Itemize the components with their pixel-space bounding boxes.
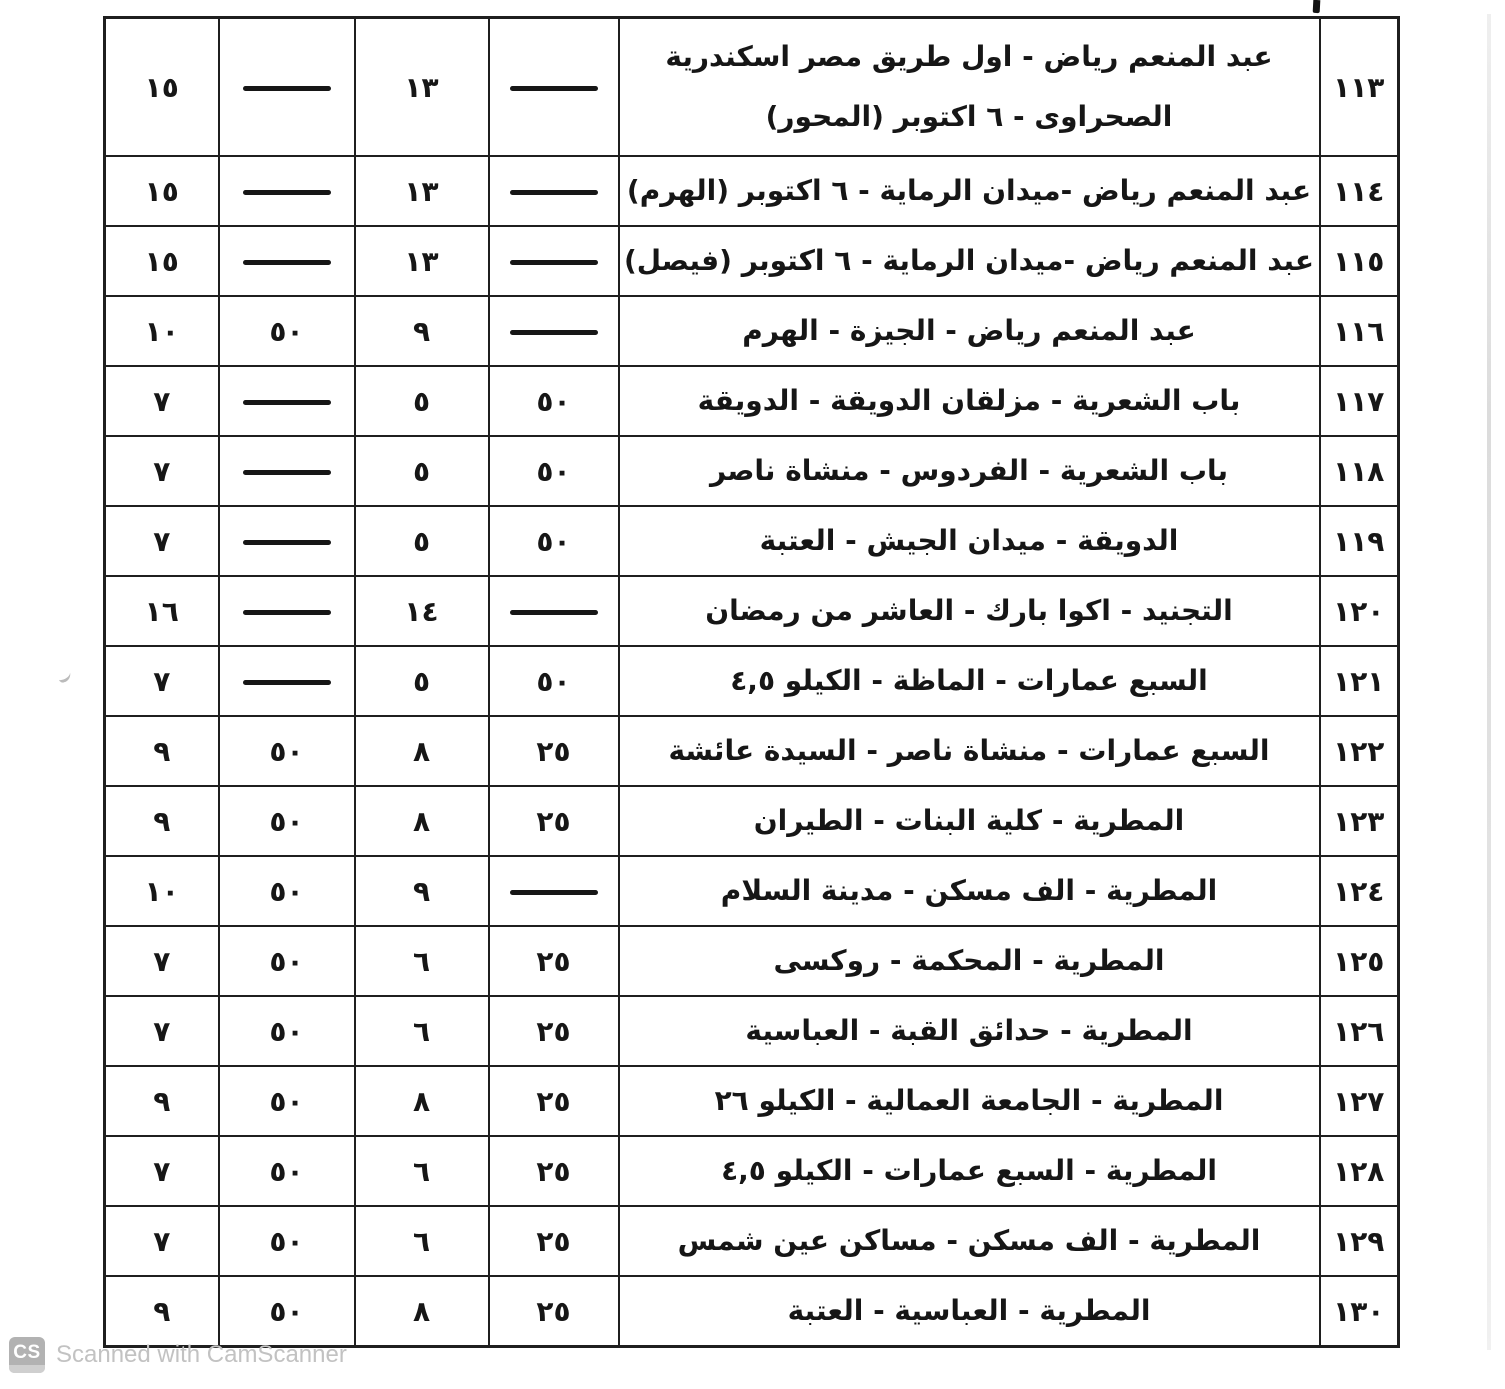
- route-number-cell: ١٢٦: [1320, 996, 1399, 1066]
- fare-cell: ١٥: [105, 226, 219, 296]
- fare-cell: ١٣: [355, 18, 489, 157]
- fare-cell: ٥٠: [219, 786, 355, 856]
- route-name-cell: الدويقة - ميدان الجيش - العتبة: [619, 506, 1320, 576]
- fare-cell: ٦: [355, 1136, 489, 1206]
- fare-dash-line: [243, 680, 331, 685]
- fare-cell: ١٥: [105, 156, 219, 226]
- fare-cell: ٧: [105, 506, 219, 576]
- route-number-cell: ١١٨: [1320, 436, 1399, 506]
- fare-cell: ٢٥: [489, 996, 619, 1066]
- route-name-cell: المطرية - الجامعة العمالية - الكيلو ٢٦: [619, 1066, 1320, 1136]
- fare-cell: ١٣: [355, 226, 489, 296]
- fare-cell: [219, 506, 355, 576]
- fare-cell: ٩: [105, 1276, 219, 1347]
- fare-cell: ١٥: [105, 18, 219, 157]
- fare-cell: ٥: [355, 646, 489, 716]
- fare-cell: [219, 576, 355, 646]
- fare-cell: [219, 646, 355, 716]
- fare-cell: ٥: [355, 506, 489, 576]
- fare-cell: ٥٠: [219, 1276, 355, 1347]
- route-number-cell: ١٢٨: [1320, 1136, 1399, 1206]
- scan-artifact-top-tick: [1313, 0, 1321, 13]
- fare-cell: ٢٥: [489, 926, 619, 996]
- route-number-cell: ١١٤: [1320, 156, 1399, 226]
- fare-cell: ٥٠: [219, 716, 355, 786]
- fare-dash-line: [510, 86, 598, 91]
- fare-cell: ٩: [105, 716, 219, 786]
- fare-cell: ٩: [105, 1066, 219, 1136]
- fare-cell: ٨: [355, 1276, 489, 1347]
- fare-dash-line: [510, 890, 598, 895]
- route-name-cell: المطرية - السبع عمارات - الكيلو ٤,٥: [619, 1136, 1320, 1206]
- fare-dash-line: [243, 86, 331, 91]
- route-number-cell: ١٢٣: [1320, 786, 1399, 856]
- fare-cell: ٥٠: [489, 436, 619, 506]
- fare-cell: ٥٠: [219, 856, 355, 926]
- fare-dash-line: [243, 470, 331, 475]
- fare-cell: ٥٠: [219, 926, 355, 996]
- fare-cell: ٥٠: [489, 366, 619, 436]
- table-row: [105, 996, 1399, 1066]
- fare-cell: ١٤: [355, 576, 489, 646]
- camscanner-logo-text: CS: [13, 1341, 41, 1363]
- fare-dash-line: [243, 610, 331, 615]
- table-row: [105, 1136, 1399, 1206]
- route-number-cell: ١١٧: [1320, 366, 1399, 436]
- fare-cell: ١٠: [105, 296, 219, 366]
- fare-cell: ٥٠: [219, 1206, 355, 1276]
- route-number-cell: ١٢٥: [1320, 926, 1399, 996]
- camscanner-footer: [9, 1337, 347, 1373]
- route-name-cell: المطرية - حدائق القبة - العباسية: [619, 996, 1320, 1066]
- fare-cell: ٧: [105, 366, 219, 436]
- fare-cell: ٥: [355, 366, 489, 436]
- table-row: [105, 856, 1399, 926]
- fare-table-body: [105, 18, 1399, 1347]
- route-name-cell: التجنيد - اكوا بارك - العاشر من رمضان: [619, 576, 1320, 646]
- fare-cell: ٩: [355, 296, 489, 366]
- fare-cell: ٥٠: [489, 506, 619, 576]
- fare-cell: ٨: [355, 716, 489, 786]
- fare-cell: ٨: [355, 1066, 489, 1136]
- fare-cell: [219, 18, 355, 157]
- route-number-cell: ١١٦: [1320, 296, 1399, 366]
- fare-dash-line: [510, 260, 598, 265]
- fare-dash-line: [510, 330, 598, 335]
- route-name-cell: عبد المنعم رياض -ميدان الرماية - ٦ اكتوبر (الهرم): [619, 156, 1320, 226]
- fare-cell: ٦: [355, 996, 489, 1066]
- scan-edge-shadow: [1487, 14, 1491, 1350]
- route-name-cell: باب الشعرية - الفردوس - منشاة ناصر: [619, 436, 1320, 506]
- table-row: [105, 156, 1399, 226]
- fare-dash-line: [243, 400, 331, 405]
- fare-cell: ٥٠: [489, 646, 619, 716]
- fare-cell: ٨: [355, 786, 489, 856]
- scan-artifact-smudge: [56, 668, 72, 683]
- fare-cell: ٦: [355, 1206, 489, 1276]
- route-name-cell: السبع عمارات - الماظة - الكيلو ٤,٥: [619, 646, 1320, 716]
- route-name-cell: المطرية - كلية البنات - الطيران: [619, 786, 1320, 856]
- table-row: [105, 1066, 1399, 1136]
- route-name-cell: عبد المنعم رياض - الجيزة - الهرم: [619, 296, 1320, 366]
- fare-cell: ٧: [105, 996, 219, 1066]
- route-number-cell: ١٢٠: [1320, 576, 1399, 646]
- fare-cell: [489, 856, 619, 926]
- fare-cell: ١٣: [355, 156, 489, 226]
- table-row: [105, 716, 1399, 786]
- fare-cell: ٥: [355, 436, 489, 506]
- fare-cell: ٥٠: [219, 1066, 355, 1136]
- fare-cell: [219, 156, 355, 226]
- fare-cell: ٧: [105, 1136, 219, 1206]
- fare-cell: [219, 436, 355, 506]
- route-name-cell: باب الشعرية - مزلقان الدويقة - الدويقة: [619, 366, 1320, 436]
- fare-dash-line: [243, 540, 331, 545]
- table-row: [105, 226, 1399, 296]
- table-row: [105, 506, 1399, 576]
- route-number-cell: ١٢٤: [1320, 856, 1399, 926]
- fare-cell: ١٦: [105, 576, 219, 646]
- route-name-cell: المطرية - العباسية - العتبة: [619, 1276, 1320, 1347]
- route-number-cell: ١١٣: [1320, 18, 1399, 157]
- fare-cell: ٧: [105, 646, 219, 716]
- fare-cell: ٢٥: [489, 1066, 619, 1136]
- fare-cell: ٢٥: [489, 786, 619, 856]
- route-number-cell: ١٢٢: [1320, 716, 1399, 786]
- camscanner-logo-icon: [9, 1337, 45, 1373]
- table-row: [105, 646, 1399, 716]
- fare-cell: ٧: [105, 1206, 219, 1276]
- fare-cell: ٢٥: [489, 1206, 619, 1276]
- table-row: [105, 436, 1399, 506]
- fare-dash-line: [510, 610, 598, 615]
- route-name-cell: المطرية - الف مسكن - مدينة السلام: [619, 856, 1320, 926]
- fare-cell: ٥٠: [219, 1136, 355, 1206]
- fare-cell: ٢٥: [489, 716, 619, 786]
- route-name-cell: عبد المنعم رياض -ميدان الرماية - ٦ اكتوبر (فيصل): [619, 226, 1320, 296]
- table-row: [105, 1276, 1399, 1347]
- table-row: [105, 786, 1399, 856]
- fare-cell: ٥٠: [219, 296, 355, 366]
- fare-cell: [219, 366, 355, 436]
- fare-cell: [489, 296, 619, 366]
- fare-dash-line: [243, 190, 331, 195]
- route-number-cell: ١١٥: [1320, 226, 1399, 296]
- table-row: [105, 926, 1399, 996]
- fare-cell: [489, 18, 619, 157]
- camscanner-logo-bar: [9, 1365, 45, 1373]
- fare-cell: ٦: [355, 926, 489, 996]
- camscanner-footer-text: Scanned with CamScanner: [56, 1341, 347, 1368]
- fare-cell: ٩: [105, 786, 219, 856]
- table-row: [105, 296, 1399, 366]
- table-row: [105, 18, 1399, 157]
- fare-table: [103, 16, 1400, 1348]
- fare-cell: [489, 156, 619, 226]
- fare-cell: ٧: [105, 926, 219, 996]
- route-name-cell: عبد المنعم رياض - اول طريق مصر اسكندرية الصحراوى - ٦ اكتوبر (المحور): [619, 18, 1320, 157]
- route-number-cell: ١٢٧: [1320, 1066, 1399, 1136]
- fare-cell: [489, 226, 619, 296]
- table-row: [105, 576, 1399, 646]
- fare-cell: ١٠: [105, 856, 219, 926]
- fare-cell: ٩: [355, 856, 489, 926]
- route-number-cell: ١٣٠: [1320, 1276, 1399, 1347]
- route-name-cell: المطرية - الف مسكن - مساكن عين شمس: [619, 1206, 1320, 1276]
- route-number-cell: ١٢٩: [1320, 1206, 1399, 1276]
- route-number-cell: ١٢١: [1320, 646, 1399, 716]
- fare-dash-line: [510, 190, 598, 195]
- route-name-cell: السبع عمارات - منشاة ناصر - السيدة عائشة: [619, 716, 1320, 786]
- fare-cell: ٢٥: [489, 1276, 619, 1347]
- fare-cell: [489, 576, 619, 646]
- table-row: [105, 366, 1399, 436]
- fare-dash-line: [243, 260, 331, 265]
- fare-cell: ٧: [105, 436, 219, 506]
- table-row: [105, 1206, 1399, 1276]
- fare-cell: ٥٠: [219, 996, 355, 1066]
- route-name-cell: المطرية - المحكمة - روكسى: [619, 926, 1320, 996]
- route-number-cell: ١١٩: [1320, 506, 1399, 576]
- fare-cell: [219, 226, 355, 296]
- fare-cell: ٢٥: [489, 1136, 619, 1206]
